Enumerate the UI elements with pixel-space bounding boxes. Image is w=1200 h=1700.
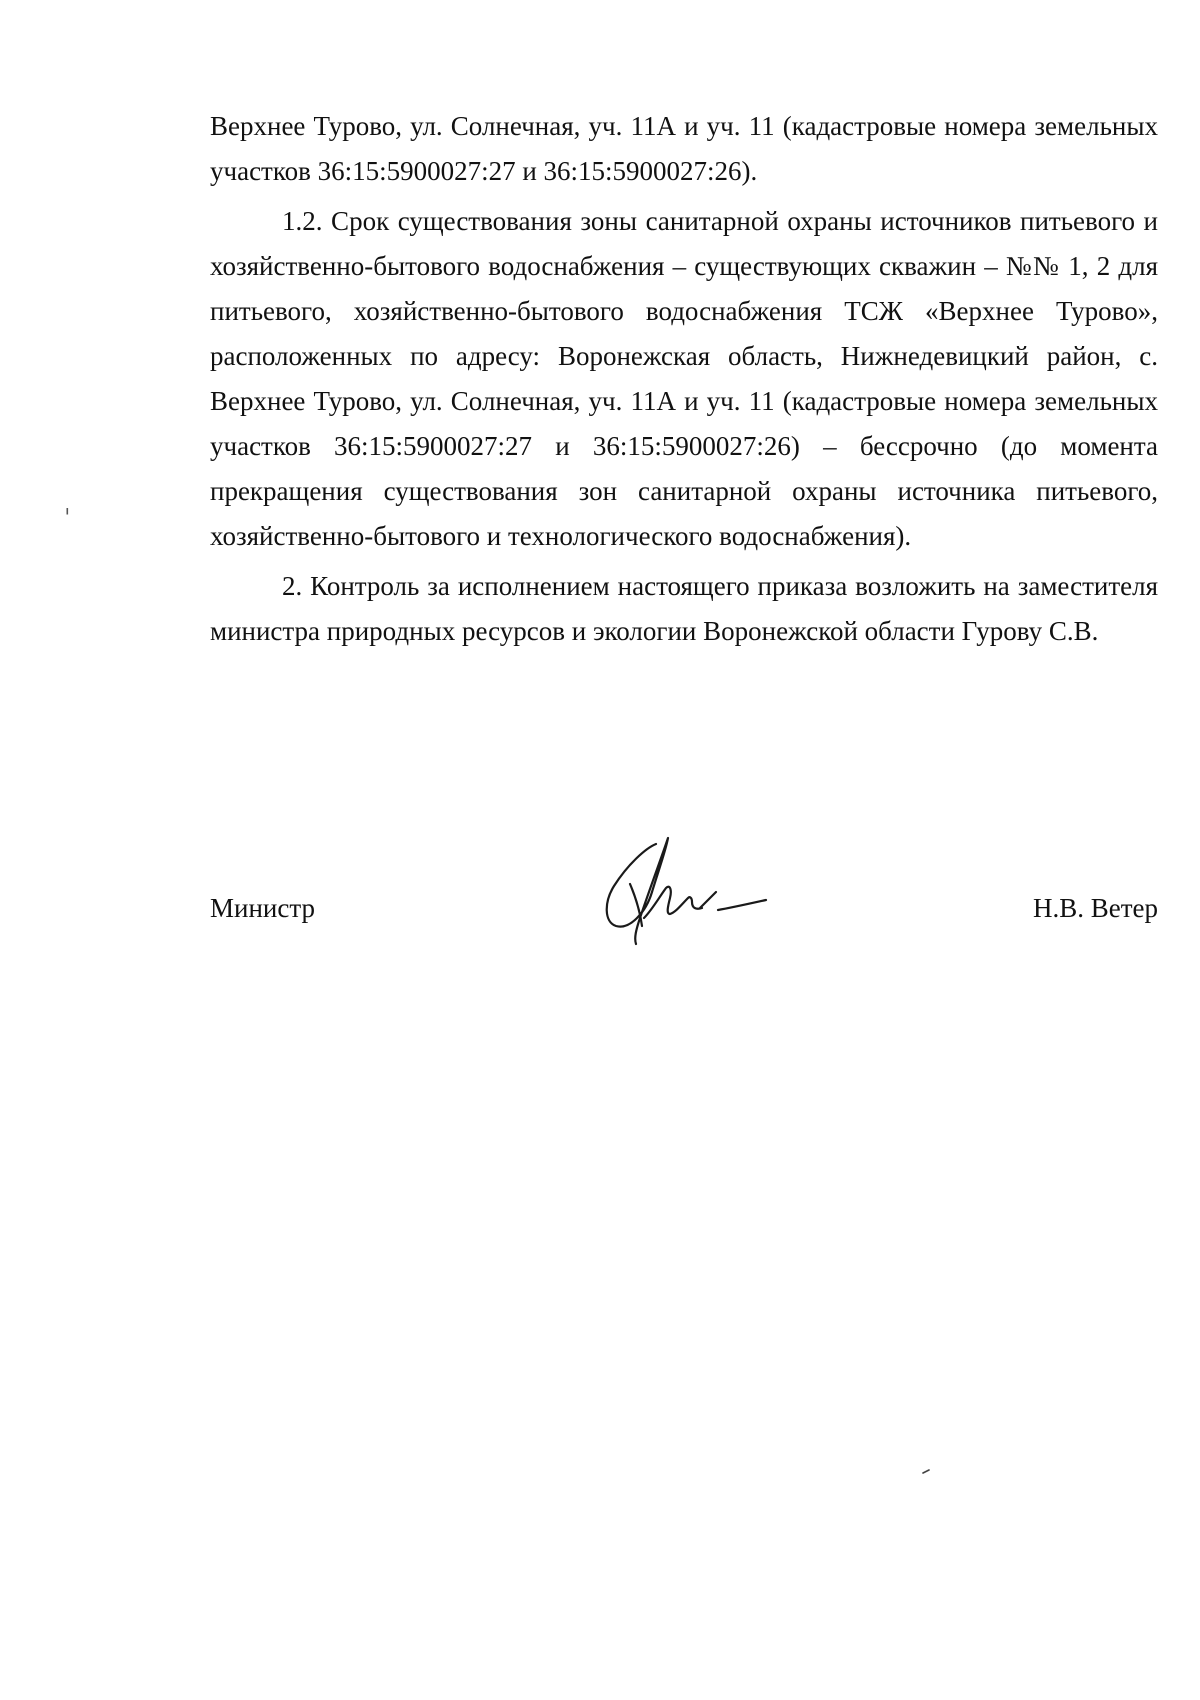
handwritten-signature bbox=[600, 826, 775, 956]
paragraph-item-1-2: 1.2. Срок существования зоны санитарной охраны источников питьевого и хозяйственно-бытового водоснабжения – существующих скважин – №№ 1, 2 для питьевого, хозяйственно-бытового водоснабжения ТСЖ «Верхнее Турово», расположенных по адресу: Воронежская область, Нижнедевицкий район, с. Верхнее Турово, ул. Солнечная, уч. 11А и уч. 11 (кадастровые номера земельных участков 36:15:5900027:27 и 36:15:5900027:26) – бессрочно (до момента прекращения существования зон санитарной охраны источника питьевого, хозяйственно-бытового и технологического водоснабжения). bbox=[210, 206, 1158, 551]
scan-speck bbox=[66, 508, 69, 515]
signatory-title: Министр bbox=[210, 893, 315, 923]
document-body bbox=[210, 104, 1158, 654]
paragraph-item-2: 2. Контроль за исполнением настоящего приказа возложить на заместителя министра природных ресурсов и экологии Воронежской области Гурову С.В. bbox=[210, 571, 1158, 646]
scan-speck bbox=[922, 1469, 930, 1474]
paragraph-continuation: Верхнее Турово, ул. Солнечная, уч. 11А и уч. 11 (кадастровые номера земельных участков 36:15:5900027:27 и 36:15:5900027:26). bbox=[210, 111, 1158, 186]
signatory-name: Н.В. Ветер bbox=[1032, 893, 1158, 923]
